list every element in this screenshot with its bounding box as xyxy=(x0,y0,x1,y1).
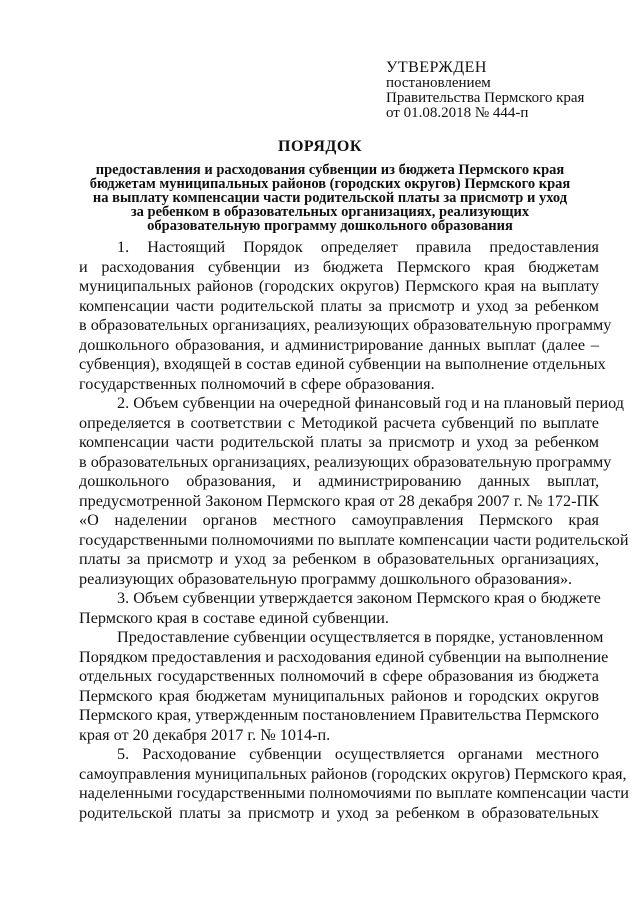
paragraph-4-line: Пермского края бюджетам муниципальных районов и городских округов xyxy=(79,686,599,705)
approval-line: постановлением xyxy=(386,75,491,91)
paragraph-1-line: и расходования субвенции из бюджета Пермского края бюджетам xyxy=(79,257,599,276)
paragraph-2-line: платы за присмотр и уход за ребенком в образовательных организациях, xyxy=(79,550,599,568)
paragraph-2-line: дошкольного образования, и администрированию данных выплат, xyxy=(79,472,599,490)
paragraph-2-line: в образовательных организациях, реализующих образовательную программу xyxy=(79,452,612,471)
paragraph-1-line: 1. Настоящий Порядок определяет правила предоставления xyxy=(117,238,599,256)
subtitle-line: бюджетам муниципальных районов (городских округов) Пермского края xyxy=(89,176,571,192)
paragraph-2-line: 2. Объем субвенции на очередной финансовый год и на плановый период xyxy=(117,394,625,412)
paragraph-2-line: «О наделении органов местного самоуправления Пермского края xyxy=(79,511,599,529)
subtitle-line: предоставления и расходования субвенции из бюджета Пермского края xyxy=(95,162,565,178)
document-body xyxy=(79,238,629,823)
paragraph-4-line: края от 20 декабря 2017 г. № 1014-п. xyxy=(79,725,331,744)
subtitle-line: за ребенком в образовательных организациях, реализующих xyxy=(130,204,530,220)
approved-word: УТВЕРЖДЕН xyxy=(386,59,487,76)
paragraph-5-line: родительской платы за присмотр и уход за ребенком в образовательных xyxy=(79,803,599,822)
paragraph-2-line: реализующих образовательную программу дошкольного образования». xyxy=(79,569,573,588)
paragraph-2-line: предусмотренной Законом Пермского края от 28 декабря 2007 г. № 172-ПК xyxy=(79,491,599,510)
paragraph-4-line: Пермского края, утвержденным постановлением Правительства Пермского xyxy=(79,706,600,724)
paragraph-1-line: государственных полномочий в сфере образования. xyxy=(79,374,435,393)
paragraph-2-line: компенсации части родительской платы за присмотр и уход за ребенком xyxy=(79,433,599,451)
paragraph-4-line: Порядком предоставления и расходования единой субвенции на выполнение xyxy=(79,647,609,666)
paragraph-1-line: муниципальных районов (городских округов) Пермского края на выплату xyxy=(79,277,599,295)
paragraph-2-line: определяется в соответствии с Методикой расчета субвенций по выплате xyxy=(79,413,599,432)
document-subtitle xyxy=(80,163,580,233)
paragraph-1-line: дошкольного образования, и администрирование данных выплат (далее – xyxy=(79,335,599,354)
subtitle-line: на выплату компенсации части родительской платы за присмотр и уход xyxy=(92,190,568,206)
paragraph-4-line: отдельных государственных полномочий в сфере образования из бюджета xyxy=(79,667,599,685)
approval-line: Правительства Пермского края xyxy=(386,90,585,106)
paragraph-2-line: государственными полномочиями по выплате компенсации части родительской xyxy=(79,530,629,549)
paragraph-1-line: компенсации части родительской платы за присмотр и уход за ребенком xyxy=(79,296,599,315)
paragraph-5-line: 5. Расходование субвенции осуществляется органами местного xyxy=(117,745,599,763)
approval-stamp xyxy=(386,60,584,121)
document-title: ПОРЯДОК xyxy=(278,138,362,155)
approval-line: от 01.08.2018 № 444-п xyxy=(386,105,529,121)
paragraph-5-line: самоуправления муниципальных районов (городских округов) Пермского края, xyxy=(79,764,627,783)
subtitle-line: образовательную программу дошкольного образования xyxy=(147,218,513,234)
paragraph-1-line: субвенция), входящей в состав единой субвенции на выполнение отдельных xyxy=(79,355,606,373)
paragraph-1-line: в образовательных организациях, реализующих образовательную программу xyxy=(79,316,612,334)
paragraph-4-line: Предоставление субвенции осуществляется в порядке, установленном xyxy=(117,628,604,646)
paragraph-3-line: Пермского края в составе единой субвенции. xyxy=(79,608,389,627)
paragraph-3-line: 3. Объем субвенции утверждается законом Пермского края о бюджете xyxy=(117,589,601,607)
paragraph-5-line: наделенными государственными полномочиями по выплате компенсации части xyxy=(79,784,629,802)
